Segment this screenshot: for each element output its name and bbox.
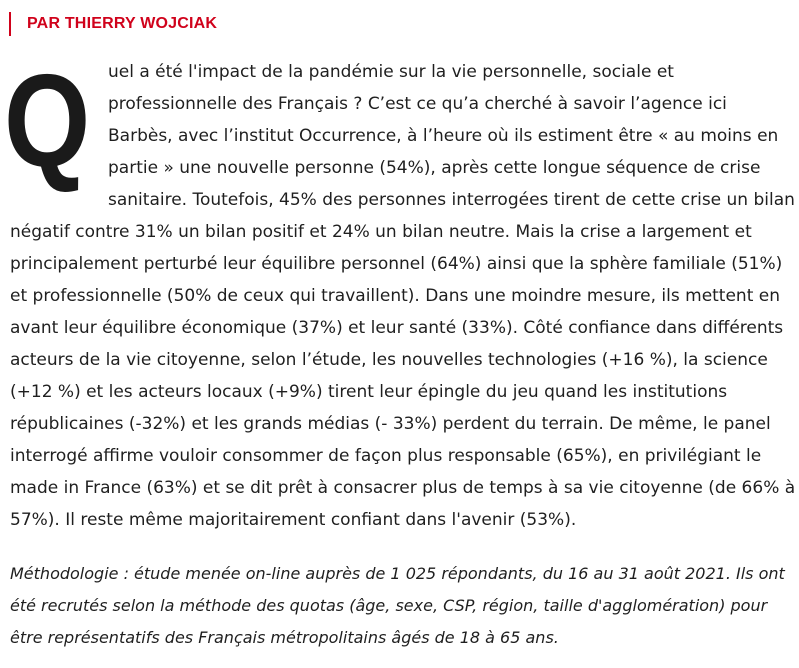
author-name: PAR THIERRY WOJCIAK <box>27 15 218 32</box>
drop-cap-letter: Q <box>4 47 91 194</box>
article-body <box>4 47 796 536</box>
article-paragraph: uel a été l'impact de la pandémie sur la vie personnelle, sociale et professionnelle des Français ? C’est ce qu’a cherché à savoir l’agence ici Barbès, avec l’institut Occurrence, à l’heure où ils estiment être « au moins en partie » une nouvelle personne (54%), après cette longue séquence de crise sanitaire. Toutefois, 45% des personnes interrogées tirent de cette crise un bilan négatif contre 31% un bilan positif et 24% un bilan neutre. Mais la crise a largement et principalement perturbé leur équilibre personnel (64%) ainsi que la sphère familiale (51%) et professionnelle (50% de ceux qui travaillent). Dans une moindre mesure, ils mettent en avant leur équilibre économique (37%) et leur santé (33%). Côté confiance dans différents acteurs de la vie citoyenne, selon l’étude, les nouvelles technologies (+16 %), la science (+12 %) et les acteurs locaux (+9%) tirent leur épingle du jeu quand les institutions républicaines (-32%) et les grands médias (- 33%) perdent du terrain. De même, le panel interrogé affirme vouloir consommer de façon plus responsable (65%), en privilégiant le made in France (63%) et se dit prêt à consacrer plus de temps à sa vie citoyenne (de 66% à 57%). Il reste même majoritairement confiant dans l'avenir (53%). <box>10 62 796 530</box>
methodology-note: Méthodologie : étude menée on-line auprès de 1 025 répondants, du 16 au 31 août 2021. Ils ont été recrutés selon la méthode des quotas (âge, sexe, CSP, région, taille d'agglomération) pour être représentatifs des Français métropolitains âgés de 18 à 65 ans. <box>10 564 785 647</box>
author-byline <box>9 12 217 36</box>
